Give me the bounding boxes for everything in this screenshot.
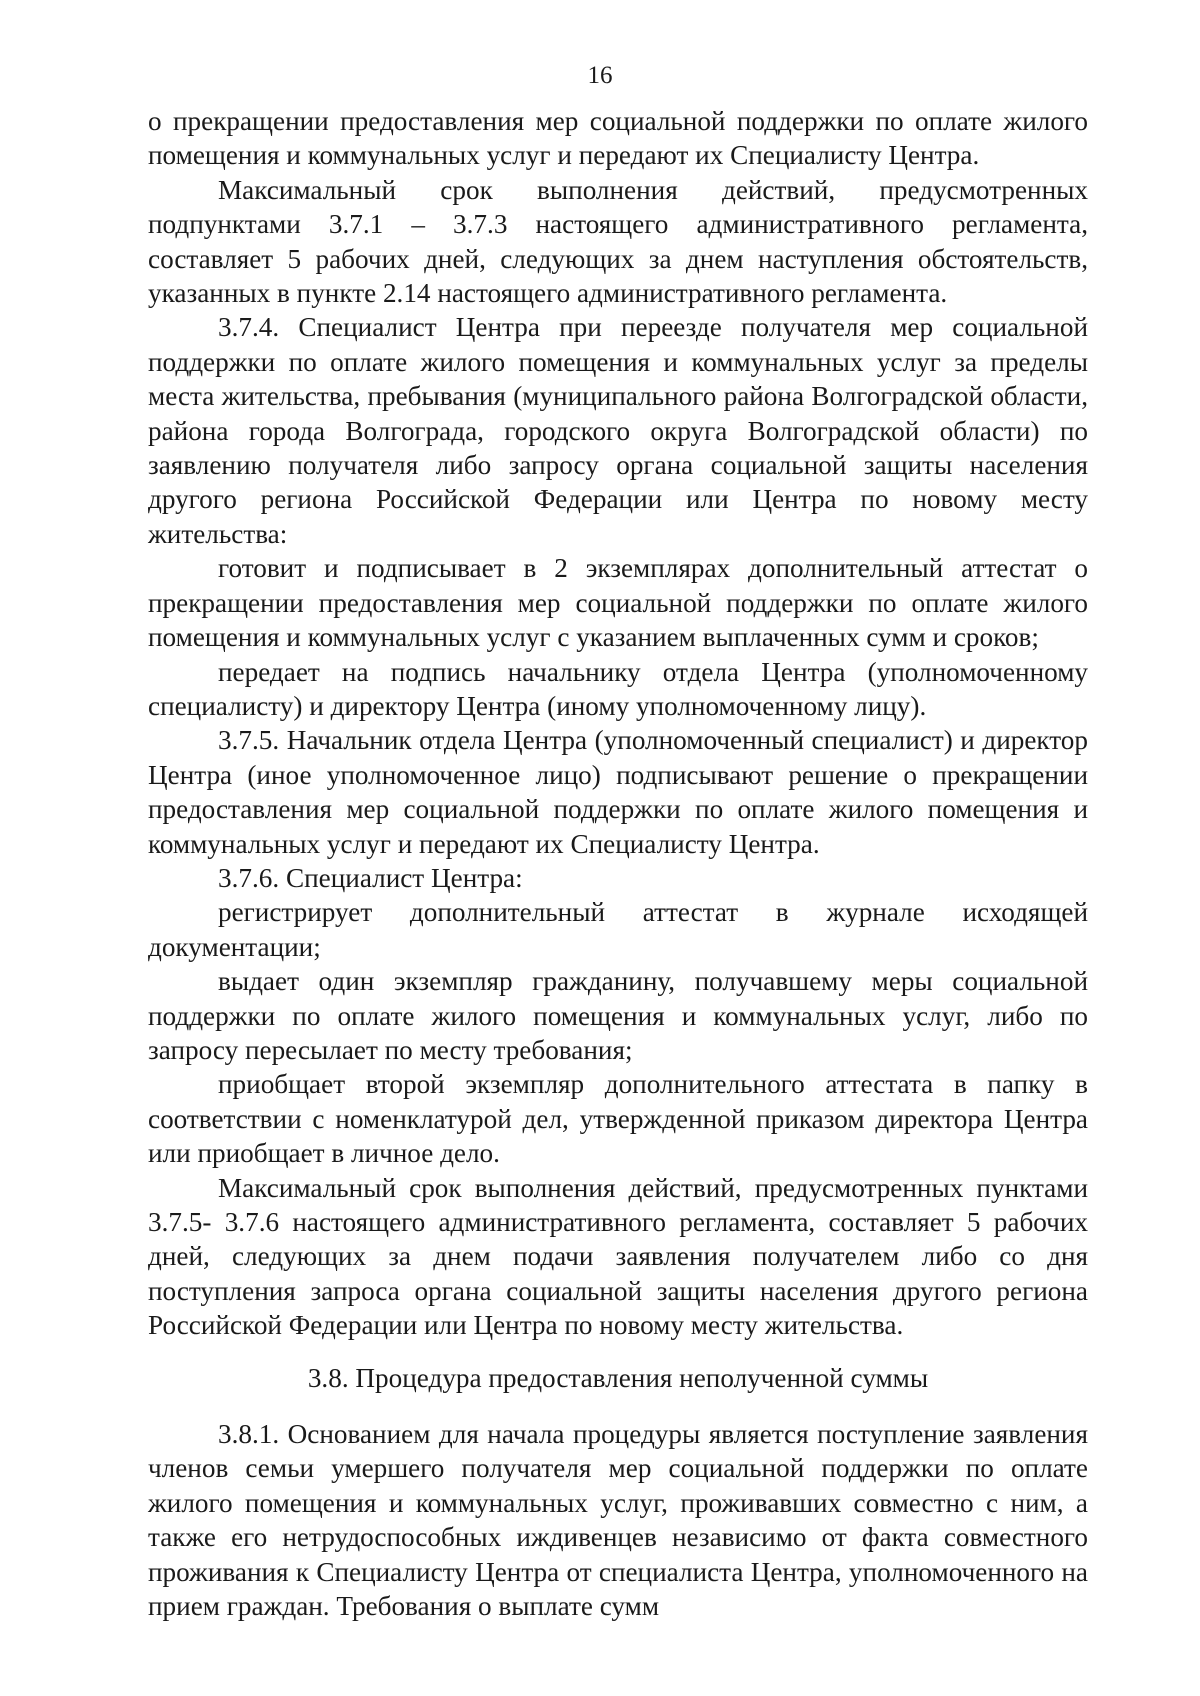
paragraph-attaches-copy: приобщает второй экземпляр дополнительного аттестата в папку в соответствии с номенклатурой дел, утвержденной приказом директора Центра или приобщает в личное дело. [148, 1069, 1088, 1169]
paragraph-3-8-1: 3.8.1. Основанием для начала процедуры является поступление заявления членов семьи умершего получателя мер социальной поддержки по оплате жилого помещения и коммунальных услуг, проживавших совместно с ним, а также его нетрудоспособных иждивенцев независимо от факта совместного проживания к Специалисту Центра от специалиста Центра, уполномоченного на прием граждан. Требования о выплате сумм [148, 1419, 1088, 1622]
paragraph-issues-copy: выдает один экземпляр гражданину, получавшему меры социальной поддержки по оплате жилого помещения и коммунальных услуг, либо по запросу пересылает по месту требования; [148, 966, 1088, 1065]
paragraph-prepares-attestat: готовит и подписывает в 2 экземплярах дополнительный аттестат о прекращении предоставления мер социальной поддержки по оплате жилого помещения и коммунальных услуг с указанием выплаченных сумм и сроков; [148, 553, 1088, 653]
document-body [148, 104, 1088, 1623]
paragraph-3-7-4: 3.7.4. Специалист Центра при переезде получателя мер социальной поддержки по оплате жилого помещения и коммунальных услуг за пределы места жительства, пребывания (муниципального района Волгоградской области, района города Волгограда, городского округа Волгоградской области) по заявлению получателя либо запросу органа социальной защиты населения другого региона Российской Федерации или Центра по новому месту жительства: [148, 312, 1088, 549]
paragraph-3-7-5: 3.7.5. Начальник отдела Центра (уполномоченный специалист) и директор Центра (иное уполномоченное лицо) подписывают решение о прекращении предоставления мер социальной поддержки по оплате жилого помещения и коммунальных услуг и передают их Специалисту Центра. [148, 725, 1088, 859]
paragraph-deadline-3-7-1: Максимальный срок выполнения действий, предусмотренных подпунктами 3.7.1 – 3.7.3 настоящего административного регламента, составляет 5 рабочих дней, следующих за днем наступления обстоятельств, указанных в пункте 2.14 настоящего административного регламента. [148, 174, 1088, 309]
section-heading-3-8: 3.8. Процедура предоставления неполученной суммы [307, 1362, 929, 1393]
paragraph-registers: регистрирует дополнительный аттестат в журнале исходящей документации; [148, 897, 1088, 962]
paragraph-passes-for-signature: передает на подпись начальнику отдела Центра (уполномоченному специалисту) и директору Центра (иному уполномоченному лицу). [148, 656, 1088, 721]
paragraph-continuation: о прекращении предоставления мер социальной поддержки по оплате жилого помещения и коммунальных услуг и передают их Специалисту Центра. [148, 106, 1088, 171]
paragraph-deadline-3-7-5: Максимальный срок выполнения действий, предусмотренных пунктами 3.7.5- 3.7.6 настоящего административного регламента, составляет 5 рабочих дней, следующих за днем подачи заявления получателем либо со дня поступления запроса органа социальной защиты населения другого региона Российской Федерации или Центра по новому месту жительства. [148, 1172, 1088, 1341]
page-number: 16 [587, 62, 613, 89]
paragraph-3-7-6: 3.7.6. Специалист Центра: [218, 862, 523, 893]
